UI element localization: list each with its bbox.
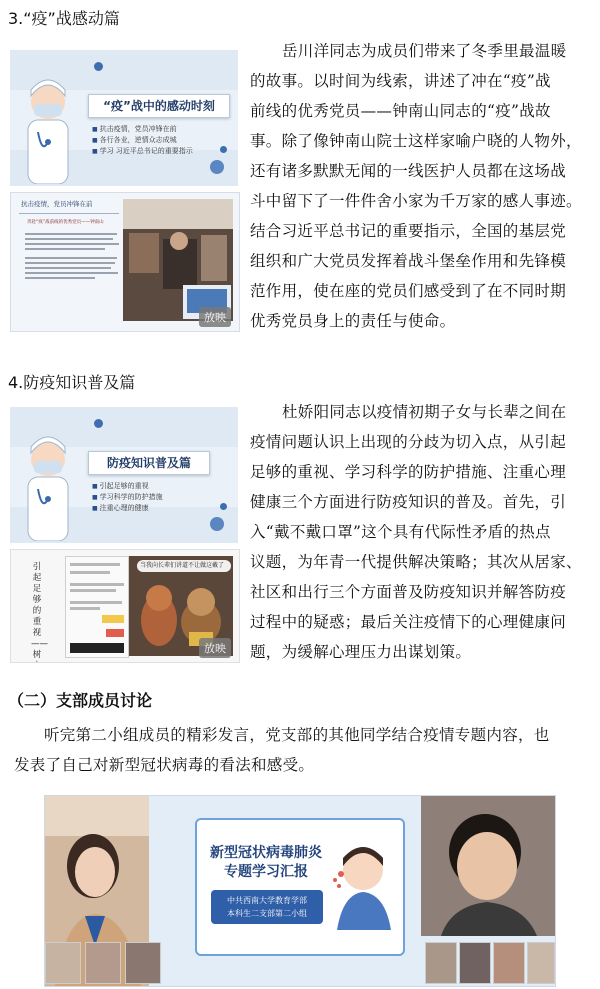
- paragraph-line: 题，为缓解心理压力出谋划策。: [250, 643, 472, 661]
- sneezing-boy-illustration: [329, 840, 395, 930]
- slide-touching-moments: [10, 50, 238, 186]
- virus-icon: [94, 419, 103, 428]
- text-lines-graphic: [25, 231, 121, 301]
- participant-thumbnail[interactable]: [527, 942, 555, 984]
- slide-subtitle: 奔赴“疫”战前线的优秀党员——钟南山: [27, 220, 104, 225]
- virus-icon: [210, 160, 224, 174]
- slide-title: 防疫知识普及篇: [88, 451, 210, 475]
- subsection-paragraph: [14, 720, 594, 780]
- poster-sub1: 中共西南大学教育学部: [227, 896, 307, 905]
- virus-icon: [220, 146, 227, 153]
- section3-heading: 3.“疫”战感动篇: [8, 9, 120, 28]
- play-label[interactable]: 放映: [199, 307, 231, 327]
- virus-icon: [94, 62, 103, 71]
- subsection-heading: （二）支部成员讨论: [8, 691, 153, 710]
- meeting-screenshot: [44, 795, 556, 987]
- section4-paragraph: [250, 397, 595, 667]
- bullet-item: ■ 学习科学的防护措施: [92, 492, 163, 503]
- slide-prevention-knowledge: [10, 407, 238, 543]
- divider: [19, 213, 119, 214]
- slide-party-members-front: [10, 192, 240, 332]
- paragraph-line: 发表了自己对新型冠状病毒的看法和感受。: [14, 756, 315, 774]
- participant-thumbnail[interactable]: [425, 942, 457, 984]
- play-label[interactable]: 放映: [199, 638, 231, 658]
- speech-bubble: 当我向长辈们讲道不让做这戴了: [137, 560, 231, 572]
- slide-subheading: 抗击疫情，党员冲锋在前: [21, 200, 93, 208]
- participant-photo: [421, 796, 555, 936]
- bullet-item: ■ 抗击疫情，党员冲锋在前: [92, 124, 193, 135]
- virus-icon: [210, 517, 224, 531]
- bullet-item: ■ 注重心理的健康: [92, 503, 163, 514]
- paragraph-line: 听完第二小组成员的精彩发言，党支部的其他同学结合疫情专题内容，也: [44, 726, 550, 744]
- paragraph-line: 足够的重视、学习科学的防护措施、注重心理: [250, 463, 567, 481]
- doctor-illustration: [20, 429, 76, 541]
- paragraph-line: 的故事。以时间为线索，讲述了冲在“疫”战: [250, 72, 551, 90]
- bullet-item: ■ 引起足够的重视: [92, 481, 163, 492]
- paragraph-line: 健康三个方面进行防疫知识的普及。首先，引: [250, 493, 567, 511]
- participant-thumbnail[interactable]: [125, 942, 161, 984]
- paragraph-line: 议题，为年青一代提供解决策略；其次从居家、: [250, 553, 582, 571]
- paragraph-line: 入“戴不戴口罩”这个具有代际性矛盾的热点: [250, 523, 551, 541]
- slide-bullets: [92, 124, 193, 157]
- section4-heading: 4.防疫知识普及篇: [8, 373, 136, 392]
- paragraph-line: 岳川洋同志为成员们带来了冬季里最温暖: [282, 42, 567, 60]
- slide-vertical-label: 引起足够的重视——树: [31, 562, 48, 660]
- slide-photo: [123, 199, 233, 321]
- report-poster: [195, 818, 405, 956]
- participant-thumbnail[interactable]: [459, 942, 491, 984]
- slide-body-text: [25, 231, 121, 301]
- participant-thumbnail[interactable]: [493, 942, 525, 984]
- poster-title: 新型冠状病毒肺炎 专题学习汇报: [210, 845, 322, 880]
- train-interior-photo: [123, 199, 233, 321]
- paragraph-line: 杜娇阳同志以疫情初期子女与长辈之间在: [282, 403, 567, 421]
- bullet-item: ■ 各行各业，逆情众志成城: [92, 135, 193, 146]
- paragraph-line: 结合习近平总书记的重要指示，全国的基层党: [250, 222, 567, 240]
- paragraph-line: 事。除了像钟南山院士这样家喻户晓的人物外，: [250, 132, 582, 150]
- participant-video-right: [421, 796, 555, 936]
- paragraph-line: 优秀党员身上的责任与使命。: [250, 312, 456, 330]
- paragraph-line: 过程中的疑惑；最后关注疫情下的心理健康问: [250, 613, 567, 631]
- slide-bullets: [92, 481, 163, 514]
- paragraph-line: 前线的优秀党员——钟南山同志的“疫”战故: [250, 102, 551, 120]
- paragraph-line: 范作用，使在座的党员们感受到了在不同时期: [250, 282, 567, 300]
- doctor-illustration: [20, 72, 76, 184]
- slide-title: “疫”战中的感动时刻: [88, 94, 230, 118]
- paragraph-line: 还有诸多默默无闻的一线医护人员都在这场战: [250, 162, 567, 180]
- chat-screenshot: [66, 557, 128, 657]
- paragraph-line: 组织和广大党员发挥着战斗堡垒作用和先锋模: [250, 252, 567, 270]
- virus-icon: [220, 503, 227, 510]
- bullet-item: ■ 学习 习近平总书记的重要指示: [92, 146, 193, 157]
- poster-sub2: 本科生二支部第二小组: [227, 909, 307, 918]
- participant-thumbnail[interactable]: [45, 942, 81, 984]
- poster-banner: [211, 890, 323, 924]
- paragraph-line: 斗中留下了一件件舍小家为千万家的感人事迹。: [250, 192, 582, 210]
- paragraph-line: 社区和出行三个方面普及防疫知识并解答防疫: [250, 583, 567, 601]
- slide-mask-debate: [10, 549, 240, 663]
- section3-paragraph: [250, 36, 595, 336]
- phone-screenshot: [65, 556, 129, 658]
- paragraph-line: 疫情问题认识上出现的分歧为切入点，从引起: [250, 433, 567, 451]
- participant-thumbnail[interactable]: [85, 942, 121, 984]
